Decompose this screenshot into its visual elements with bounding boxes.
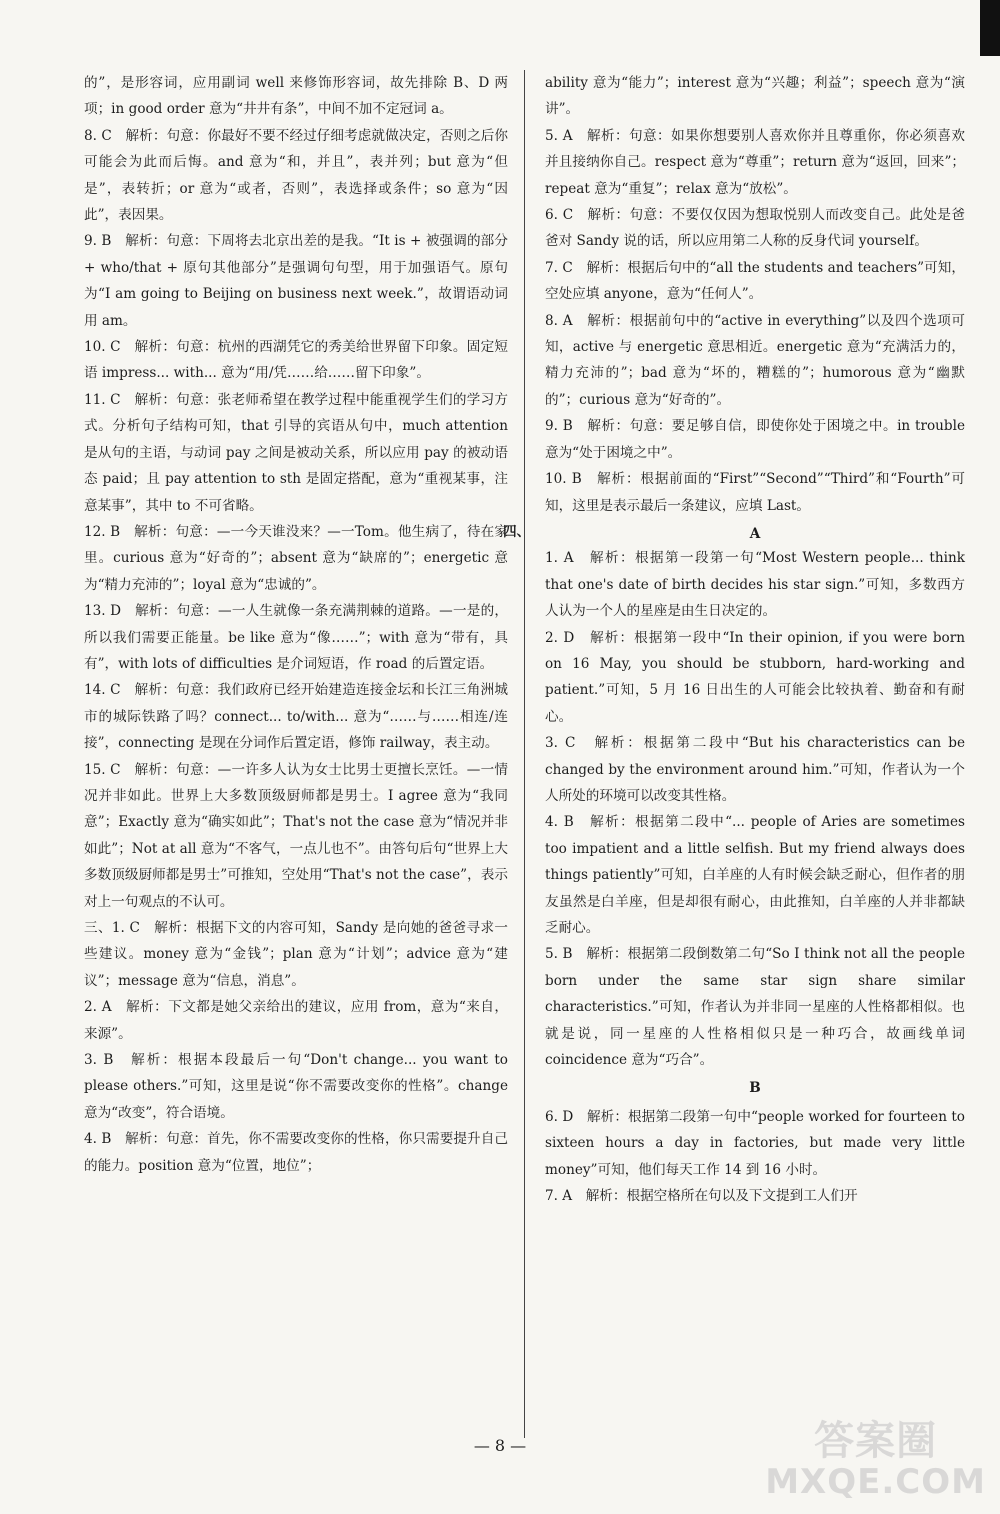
answer-item: 9. B 解析：句意：下周将去北京出差的是我。“It is + 被强调的部分 + who/that + 原句其他部分”是强调句句型，用于加强语气。原句为“I am going to Beijing on business next week.”，故谓语动词用 am。 xyxy=(84,233,508,329)
answer-item: 5. A 解析：句意：如果你想要别人喜欢你并且尊重你，你必须喜欢并且接纳你自己。respect 意为“尊重”；return 意为“返回，回来”；repeat 意为“重复”；relax 意为“放松”。 xyxy=(545,127,965,197)
answer-item: 7. C 解析：根据后句中的“all the students and teachers”可知，空处应填 anyone，意为“任何人”。 xyxy=(545,259,965,303)
answer-item: 的”，是形容词，应用副词 well 来修饰形容词，故先排除 B、D 两项；in good order 意为“井井有条”，中间不加不定冠词 a。 xyxy=(84,75,508,118)
watermark-domain: MXQE.COM xyxy=(765,1462,986,1502)
section-number: 四、 xyxy=(503,523,531,540)
watermark-text: 答案圈 xyxy=(814,1418,938,1464)
answer-item: 4. B 解析：句意：首先，你不需要改变你的性格，你只需要提升自己的能力。position 意为“位置，地位”； xyxy=(84,1131,508,1174)
answer-item: 3. B 解析：根据本段最后一句“Don't change... you want to please others.”可知，这里是说“你不需要改变你的性格”。change 意为“改变”，符合语境。 xyxy=(84,1052,508,1121)
answer-item: 13. D 解析：句意：—一人生就像一条充满荆棘的道路。—一是的，所以我们需要正能量。be like 意为“像……”；with 意为“带有，具有”，with lots of difficulties 是介词短语，作 road 的后置定语。 xyxy=(84,603,508,672)
answer-item: 2. D 解析：根据第一段中“In their opinion, if you were born on 16 May, you should be stubborn, hard-working and patient.”可知，5 月 16 日出生的人可能会比较执着、勤奋和有耐心。 xyxy=(545,629,965,725)
answer-item: 4. B 解析：根据第二段中“... people of Aries are sometimes too impatient and a little selfish. But my friend always does things patiently”可知，白羊座的人有时候会缺乏耐心，但作者的朋友虽然是白羊座，但是却很有耐心，由此推知，白羊座的人并非都缺乏耐心。 xyxy=(545,814,965,936)
page-edge-tab xyxy=(980,0,1000,56)
page-number: — 8 — xyxy=(473,1436,527,1455)
answer-item: 6. D 解析：根据第二段第一句中“people worked for fourteen to sixteen hours a day in factories, but made very little money”可知，他们每天工作 14 到 16 小时。 xyxy=(545,1108,965,1178)
answer-item: 15. C 解析：句意：—一许多人认为女士比男士更擅长烹饪。—一情况并非如此。世界上大多数顶级厨师都是男士。I agree 意为“我同意”；Exactly 意为“确实如此”；That's not the case 意为“情况并非如此”；Not at all 意为“不客气，一点儿也不”。由答句后句“世界上大多数顶级厨师都是男士”可推知，空处用“That's not the case”，表示对上一句观点的不认可。 xyxy=(84,761,508,910)
answer-item: ability 意为“能力”；interest 意为“兴趣；利益”；speech 意为“演讲”。 xyxy=(545,75,965,118)
answer-item: 8. C 解析：句意：你最好不要不经过仔细考虑就做决定，否则之后你可能会为此而后悔。and 意为“和，并且”，表并列；but 意为“但是”，表转折；or 意为“或者，否则”，表选择或条件；so 意为“因此”，表因果。 xyxy=(84,127,508,224)
answer-item: 11. C 解析：句意：张老师希望在教学过程中能重视学生们的学习方式。分析句子结构可知，that 引导的宾语从句中，much attention 是从句的主语，与动词 pay 之间是被动关系，所以应用 pay 的被动语态 paid；且 pay attention to sth 是固定搭配，意为“重视某事，注意某事”，其中 to 不可省略。 xyxy=(84,391,508,514)
answer-item: 9. B 解析：句意：要足够自信，即使你处于困境之中。in trouble 意为“处于困境之中”。 xyxy=(545,418,965,461)
section-heading-row xyxy=(503,519,965,545)
answer-item: 8. A 解析：根据前句中的“active in everything”以及四个选项可知，active 与 energetic 意思相近。energetic 意为“充满活力的，精力充沛的”；bad 意为“坏的，糟糕的”；humorous 意为“幽默的”；curious 意为“好奇的”。 xyxy=(545,312,965,408)
right-column xyxy=(503,70,965,1209)
answer-item: 10. B 解析：根据前面的“First”“Second”“Third”和“Fourth”可知，这里是表示最后一条建议，应填 Last。 xyxy=(545,471,965,514)
column-divider xyxy=(524,70,525,1438)
answer-item: 3. C 解析：根据第二段中“But his characteristics can be changed by the environment around him.”可知，作者认为一个人所处的环境可以改变其性格。 xyxy=(545,735,965,804)
answer-item: 三、1. C 解析：根据下文的内容可知，Sandy 是向她的爸爸寻求一些建议。money 意为“金钱”；plan 意为“计划”；advice 意为“建议”；message 意为“信息，消息”。 xyxy=(84,920,508,989)
answer-item: 12. B 解析：句意：—一今天谁没来？—一Tom。他生病了，待在家里。curious 意为“好奇的”；absent 意为“缺席的”；energetic 意为“精力充沛的”；loyal 意为“忠诚的”。 xyxy=(84,523,508,593)
left-column xyxy=(84,70,508,1179)
answer-item: 10. C 解析：句意：杭州的西湖凭它的秀美给世界留下印象。固定短语 impress... with... 意为“用/凭……给……留下印象”。 xyxy=(84,339,508,382)
answer-item: 5. B 解析：根据第二段倒数第二句“So I think not all the people born under the same star sign share similar characteristics.”可知，作者认为并非同一星座的人性格都相似。也就是说，同一星座的人性格相似只是一种巧合，故画线单词 coincidence 意为“巧合”。 xyxy=(545,946,965,1069)
watermark-logo xyxy=(765,1420,986,1502)
section-heading: A xyxy=(749,525,761,542)
answer-item: 1. A 解析：根据第一段第一句“Most Western people... think that one's date of birth decides his star sign.”可知，多数西方人认为一个人的星座是由生日决定的。 xyxy=(545,550,965,620)
section-heading: B xyxy=(749,1080,761,1097)
answer-item: 2. A 解析：下文都是她父亲给出的建议，应用 from，意为“来自，来源”。 xyxy=(84,999,508,1042)
answer-item: 7. A 解析：根据空格所在句以及下文提到工人们开 xyxy=(545,1188,858,1205)
answer-item: 14. C 解析：句意：我们政府已经开始建造连接金坛和长江三角洲城市的城际铁路了吗？connect... to/with... 意为“……与……相连/连接”，connecting 是现在分词作后置定语，修饰 railway，表主动。 xyxy=(84,682,508,752)
answer-item: 6. C 解析：句意：不要仅仅因为想取悦别人而改变自己。此处是爸爸对 Sandy 说的话，所以应用第二人称的反身代词 yourself。 xyxy=(545,207,965,250)
